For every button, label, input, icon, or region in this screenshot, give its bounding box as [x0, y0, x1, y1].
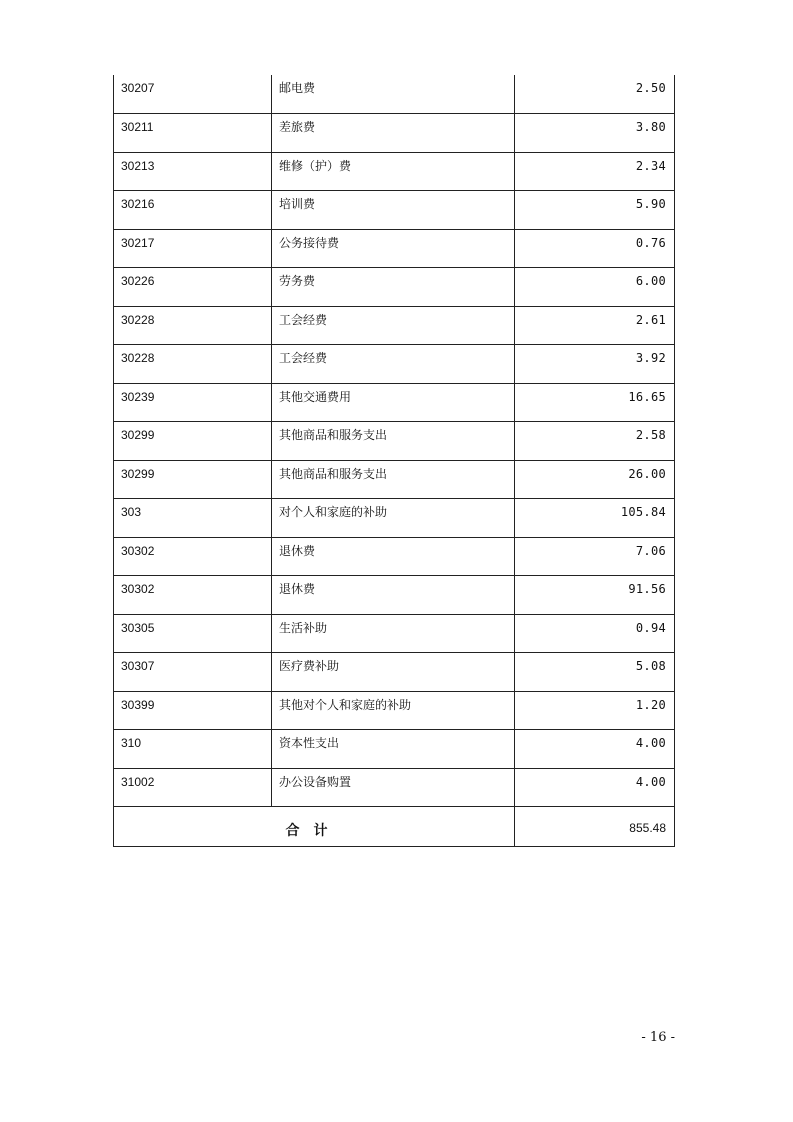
account-code-cell: 30305	[114, 614, 272, 653]
amount-cell: 3.80	[515, 114, 675, 153]
account-code-cell: 30226	[114, 268, 272, 307]
amount-cell: 0.94	[515, 614, 675, 653]
amount-cell: 0.76	[515, 229, 675, 268]
amount-cell: 105.84	[515, 499, 675, 538]
table-row	[114, 191, 675, 230]
account-name-cell: 公务接待费	[272, 229, 515, 268]
table-row	[114, 653, 675, 692]
account-code-cell: 303	[114, 499, 272, 538]
account-name-cell: 工会经费	[272, 345, 515, 384]
account-name-cell: 其他商品和服务支出	[272, 422, 515, 461]
table-row	[114, 460, 675, 499]
table-row	[114, 152, 675, 191]
account-name-cell: 邮电费	[272, 75, 515, 114]
table-row	[114, 537, 675, 576]
total-row	[114, 807, 675, 847]
account-code-cell: 30399	[114, 691, 272, 730]
account-name-cell: 资本性支出	[272, 730, 515, 769]
table-row	[114, 614, 675, 653]
account-name-cell: 差旅费	[272, 114, 515, 153]
amount-cell: 2.61	[515, 306, 675, 345]
account-name-cell: 其他对个人和家庭的补助	[272, 691, 515, 730]
account-code-cell: 30216	[114, 191, 272, 230]
account-code-cell: 30307	[114, 653, 272, 692]
amount-cell: 91.56	[515, 576, 675, 615]
account-code-cell: 30239	[114, 383, 272, 422]
table-row	[114, 691, 675, 730]
account-code-cell: 30299	[114, 460, 272, 499]
total-amount: 855.48	[515, 807, 675, 847]
account-code-cell: 30299	[114, 422, 272, 461]
amount-cell: 2.50	[515, 75, 675, 114]
account-code-cell: 30217	[114, 229, 272, 268]
table-row	[114, 268, 675, 307]
account-name-cell: 其他商品和服务支出	[272, 460, 515, 499]
account-name-cell: 工会经费	[272, 306, 515, 345]
account-code-cell: 310	[114, 730, 272, 769]
account-name-cell: 退休费	[272, 537, 515, 576]
amount-cell: 6.00	[515, 268, 675, 307]
amount-cell: 1.20	[515, 691, 675, 730]
total-label: 合计	[114, 807, 515, 847]
table-row	[114, 768, 675, 807]
account-code-cell: 30228	[114, 306, 272, 345]
amount-cell: 5.90	[515, 191, 675, 230]
table-row	[114, 75, 675, 114]
amount-cell: 26.00	[515, 460, 675, 499]
amount-cell: 7.06	[515, 537, 675, 576]
account-code-cell: 30228	[114, 345, 272, 384]
account-code-cell: 30213	[114, 152, 272, 191]
account-name-cell: 劳务费	[272, 268, 515, 307]
table-row	[114, 499, 675, 538]
amount-cell: 5.08	[515, 653, 675, 692]
table-row	[114, 114, 675, 153]
account-name-cell: 生活补助	[272, 614, 515, 653]
amount-cell: 16.65	[515, 383, 675, 422]
account-name-cell: 医疗费补助	[272, 653, 515, 692]
account-name-cell: 维修（护）费	[272, 152, 515, 191]
table-row	[114, 345, 675, 384]
expenditure-table	[113, 75, 675, 847]
account-name-cell: 退休费	[272, 576, 515, 615]
account-code-cell: 30302	[114, 576, 272, 615]
amount-cell: 4.00	[515, 730, 675, 769]
expenditure-table-body	[114, 75, 675, 847]
amount-cell: 4.00	[515, 768, 675, 807]
table-row	[114, 422, 675, 461]
amount-cell: 2.58	[515, 422, 675, 461]
amount-cell: 2.34	[515, 152, 675, 191]
account-code-cell: 31002	[114, 768, 272, 807]
account-code-cell: 30302	[114, 537, 272, 576]
table-row	[114, 229, 675, 268]
account-name-cell: 其他交通费用	[272, 383, 515, 422]
account-code-cell: 30211	[114, 114, 272, 153]
table-row	[114, 383, 675, 422]
table-row	[114, 306, 675, 345]
amount-cell: 3.92	[515, 345, 675, 384]
account-name-cell: 对个人和家庭的补助	[272, 499, 515, 538]
table-row	[114, 576, 675, 615]
account-name-cell: 办公设备购置	[272, 768, 515, 807]
table-row	[114, 730, 675, 769]
account-code-cell: 30207	[114, 75, 272, 114]
page-number: - 16 -	[641, 1030, 675, 1045]
account-name-cell: 培训费	[272, 191, 515, 230]
